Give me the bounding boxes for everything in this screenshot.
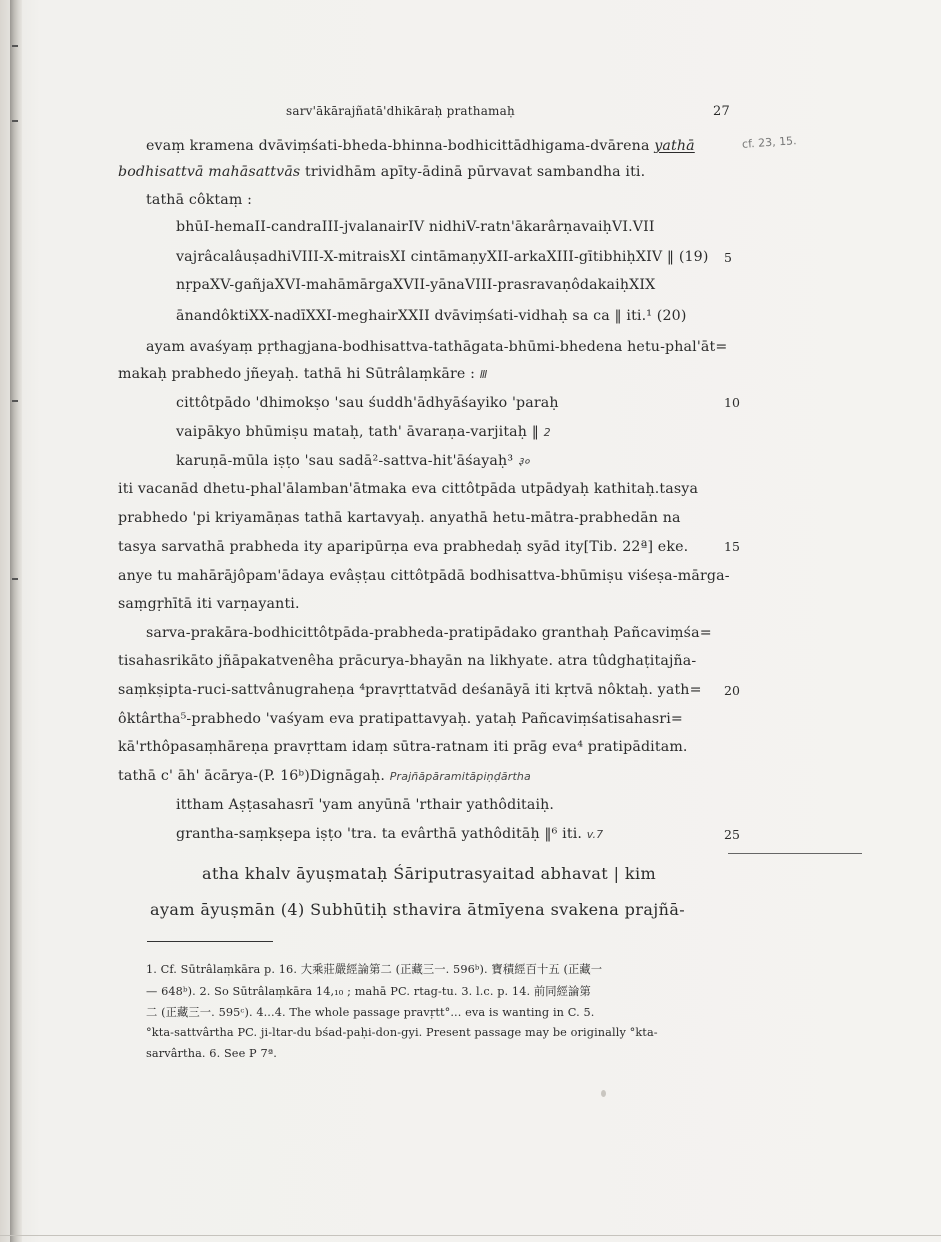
verse-line: bhūI-hemaII-candraIII-jvalanairIV nidhiV-ratn'ākarârṇavaiḥVI.VII [176, 219, 655, 235]
verse-line: ittham Aṣṭasahasrī 'yam anyūnā 'rthair yathôditaiḥ. [176, 797, 555, 813]
line-number: 25 [724, 827, 740, 842]
footnote-line: sarvârtha. 6. See P 7ª. [146, 1047, 277, 1060]
text-line: tathā c' āh' ācārya-(P. 16ᵇ)Dignāgaḥ. Prajñāpāramitāpiṇḍārtha [118, 768, 531, 784]
book-spine-shadow [10, 0, 22, 1242]
text-line: bodhisattvā mahāsattvās trividhām apīty-ādinā pūrvavat sambandha iti. [118, 164, 646, 180]
verse-line: ānandôktiXX-nadīXXI-meghairXXII dvāviṃśati-vidhaḥ sa ca ‖ iti.¹ (20) [176, 308, 687, 324]
paper-speck [601, 1090, 606, 1097]
text-line: tisahasrikāto jñāpakatvenêha prācurya-bhayān na likhyate. atra tûdghaṭitajña- [118, 653, 697, 669]
text-line-large: ayam āyuṣmān (4) Subhūtiḥ sthavira ātmīyena svakena prajñā- [150, 900, 686, 919]
footnote-line: 1. Cf. Sūtrâlaṃkāra p. 16. 大乘莊嚴經論第二 (正藏三一. 596ᵇ). 寶積經百十五 (正藏一 [146, 963, 603, 976]
text-line-large: atha khalv āyuṣmataḥ Śāriputrasyaitad abhavat | kim [202, 864, 657, 883]
running-header [270, 104, 730, 122]
spine-mark [12, 120, 18, 122]
page-bottom-edge [0, 1235, 941, 1236]
verse-line: nṛpaXV-gañjaXVI-mahāmārgaXVII-yānaVIII-prasravaṇôdakaiḥXIX [176, 277, 656, 293]
text-line: evaṃ kramena dvāviṃśati-bheda-bhinna-bodhicittādhigama-dvārena yathā [146, 138, 695, 154]
running-title: sarv'ākārajñatā'dhikāraḥ prathamaḥ [286, 104, 515, 118]
text-line: iti vacanād dhetu-phal'ālamban'ātmaka eva cittôtpāda utpādyaḥ kathitaḥ.tasya [118, 481, 699, 497]
line-number: 10 [724, 395, 740, 410]
spine-mark [12, 45, 18, 47]
footnote-line: — 648ᵇ). 2. So Sūtrâlaṃkāra 14,₁₀ ; mahā PC. rtag-tu. 3. l.c. p. 14. 前同經論第 [146, 985, 591, 998]
verse-line: vajrâcalâuṣadhiVIII-X-mitraisXI cintāmaṇyXII-arkaXIII-gītibhiḥXIV ‖ (19) [176, 249, 709, 265]
text-line: ôktârtha⁵-prabhedo 'vaśyam eva pratipattavyaḥ. yataḥ Pañcaviṃśatisahasri= [118, 711, 683, 727]
text-line: tasya sarvathā prabheda ity aparipūrṇa eva prabhedaḥ syād ity[Tib. 22ª] eke. [118, 539, 689, 555]
verse-line: cittôtpādo 'dhimokṣo 'sau śuddh'ādhyāśayiko 'paraḥ [176, 395, 559, 411]
footnote-line: 二 (正藏三一. 595ᶜ). 4...4. The whole passage pravṛtt°... eva is wanting in C. 5. [146, 1006, 595, 1019]
line-number: 15 [724, 539, 740, 554]
text-line: ayam avaśyaṃ pṛthagjana-bodhisattva-tathāgata-bhūmi-bhedena hetu-phal'āt= [146, 339, 728, 355]
text-line: sarva-prakāra-bodhicittôtpāda-prabheda-pratipādako granthaḥ Pañcaviṃśa= [146, 625, 712, 641]
text-line: prabhedo 'pi kriyamāṇas tathā kartavyaḥ. anyathā hetu-mātra-prabhedān na [118, 510, 681, 526]
text-line: tathā côktaṃ : [146, 192, 253, 208]
line-number: 5 [724, 250, 732, 265]
verse-line: grantha-saṃkṣepa iṣṭo 'tra. ta evârthā yathôditāḥ ‖⁶ iti. v.7 [176, 826, 604, 842]
verse-line: vaipākyo bhūmiṣu mataḥ, tath' āvaraṇa-varjitaḥ ‖ 2 [176, 424, 551, 440]
margin-rule [728, 853, 862, 854]
text-line: kā'rthôpasaṃhāreṇa pravṛttam idaṃ sūtra-ratnam iti prāg eva⁴ pratipāditam. [118, 739, 688, 755]
spine-mark [12, 578, 18, 580]
line-number: 20 [724, 683, 740, 698]
footnote-rule [147, 941, 273, 942]
text-line: saṃkṣipta-ruci-sattvânugraheṇa ⁴pravṛttatvād deśanāyā iti kṛtvā nôktaḥ. yath= [118, 682, 702, 698]
spine-mark [12, 400, 18, 402]
footnote-line: °kta-sattvârtha PC. ji-ltar-du bśad-paḥi-don-gyi. Present passage may be originally °kta- [146, 1026, 658, 1039]
page-number: 27 [713, 104, 730, 119]
margin-handwritten-note: cf. 23, 15. [741, 134, 797, 151]
text-line: makaḥ prabhedo jñeyaḥ. tathā hi Sūtrâlaṃkāre : Ⅲ [118, 366, 488, 382]
text-line: anye tu mahārājôpam'ādaya evâṣṭau cittôtpādā bodhisattva-bhūmiṣu viśeṣa-mārga- [118, 568, 730, 584]
verse-line: karuṇā-mūla iṣṭo 'sau sadā²-sattva-hit'āśayaḥ³ ३० [176, 453, 530, 469]
text-line: saṃgṛhītā iti varṇayanti. [118, 596, 300, 612]
